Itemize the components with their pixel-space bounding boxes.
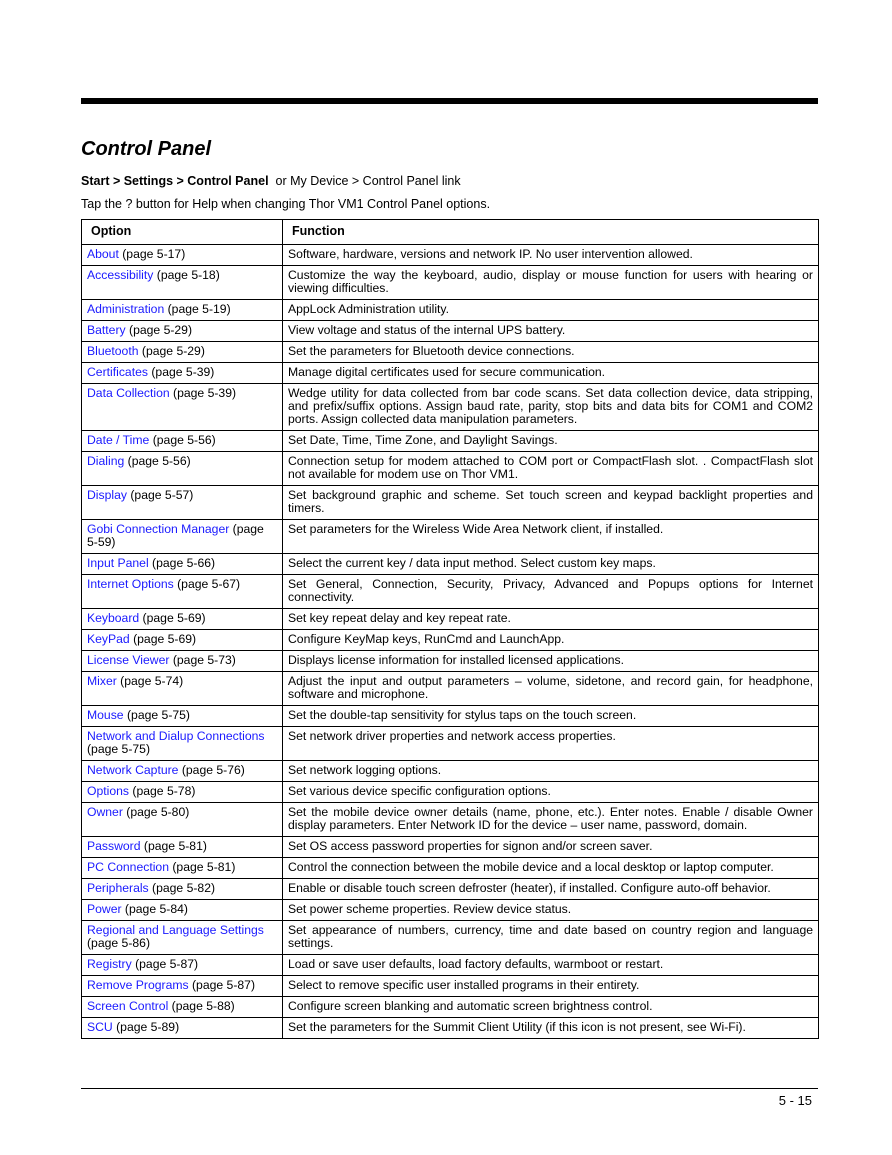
function-cell: Set General, Connection, Security, Privacy, Advanced and Popups options for Internet connectivity. bbox=[283, 575, 819, 609]
function-cell: Displays license information for installed licensed applications. bbox=[283, 651, 819, 672]
option-link[interactable]: Remove Programs bbox=[87, 978, 189, 992]
table-row bbox=[82, 727, 819, 761]
option-page-ref: (page 5-86) bbox=[87, 936, 151, 950]
table-row bbox=[82, 672, 819, 706]
option-cell bbox=[82, 554, 283, 575]
option-cell bbox=[82, 651, 283, 672]
nav-path-bold: Start > Settings > Control Panel bbox=[81, 174, 269, 188]
option-page-ref: (page 5-87) bbox=[188, 978, 256, 992]
option-page-ref: (page 5-29) bbox=[125, 323, 193, 337]
option-link[interactable]: Battery bbox=[87, 323, 126, 337]
option-cell bbox=[82, 245, 283, 266]
option-cell bbox=[82, 321, 283, 342]
table-row bbox=[82, 955, 819, 976]
function-cell: Wedge utility for data collected from bar code scans. Set data collection device, data stripping, and prefix/suffix options. Assign baud rate, parity, stop bits and data bits for COM1 and COM2 ports. Assign collected data manipulation parameters. bbox=[283, 384, 819, 431]
page-title: Control Panel bbox=[81, 138, 212, 160]
table-row bbox=[82, 651, 819, 672]
function-cell: Set the mobile device owner details (name, phone, etc.). Enter notes. Enable / disable Owner display parameters. Enter Network ID for the device – user name, password, domain. bbox=[283, 803, 819, 837]
option-page-ref: (page 5-56) bbox=[124, 454, 191, 468]
option-link[interactable]: KeyPad bbox=[87, 632, 130, 646]
option-link[interactable]: Accessibility bbox=[87, 268, 154, 282]
option-link[interactable]: Mouse bbox=[87, 708, 124, 722]
header-option: Option bbox=[82, 220, 283, 245]
option-page-ref: (page 5-39) bbox=[147, 365, 215, 379]
option-cell bbox=[82, 452, 283, 486]
option-link[interactable]: Regional and Language Settings bbox=[87, 923, 264, 937]
table-row bbox=[82, 858, 819, 879]
option-link[interactable]: Peripherals bbox=[87, 881, 149, 895]
option-link[interactable]: Network Capture bbox=[87, 763, 179, 777]
table-row bbox=[82, 921, 819, 955]
option-page-ref: (page 5-88) bbox=[168, 999, 235, 1013]
option-link[interactable]: Options bbox=[87, 784, 130, 798]
function-cell: View voltage and status of the internal UPS battery. bbox=[283, 321, 819, 342]
table-row bbox=[82, 706, 819, 727]
option-cell bbox=[82, 672, 283, 706]
option-link[interactable]: Password bbox=[87, 839, 141, 853]
option-link[interactable]: Date / Time bbox=[87, 433, 150, 447]
option-page-ref: (page 5-18) bbox=[153, 268, 220, 282]
function-cell: Adjust the input and output parameters – volume, sidetone, and record gain, for headphone, software and microphone. bbox=[283, 672, 819, 706]
function-cell: Configure KeyMap keys, RunCmd and LaunchApp. bbox=[283, 630, 819, 651]
option-page-ref: (page 5-67) bbox=[173, 577, 241, 591]
table-row bbox=[82, 431, 819, 452]
table-row bbox=[82, 900, 819, 921]
option-cell bbox=[82, 342, 283, 363]
option-page-ref: (page 5-59) bbox=[87, 522, 264, 549]
option-page-ref: (page 5-39) bbox=[169, 386, 237, 400]
function-cell: Select the current key / data input method. Select custom key maps. bbox=[283, 554, 819, 575]
function-cell: Set network logging options. bbox=[283, 761, 819, 782]
option-page-ref: (page 5-78) bbox=[129, 784, 196, 798]
option-page-ref: (page 5-17) bbox=[118, 247, 186, 261]
option-page-ref: (page 5-82) bbox=[148, 881, 216, 895]
table-row bbox=[82, 976, 819, 997]
table-row bbox=[82, 879, 819, 900]
table-row bbox=[82, 321, 819, 342]
function-cell: Connection setup for modem attached to COM port or CompactFlash slot. . CompactFlash slot not available for modem use on Thor VM1. bbox=[283, 452, 819, 486]
option-cell bbox=[82, 520, 283, 554]
option-link[interactable]: Data Collection bbox=[87, 386, 170, 400]
option-cell bbox=[82, 879, 283, 900]
table-row bbox=[82, 837, 819, 858]
option-page-ref: (page 5-84) bbox=[121, 902, 188, 916]
option-cell bbox=[82, 486, 283, 520]
table-header-row bbox=[82, 220, 819, 245]
option-cell bbox=[82, 706, 283, 727]
option-link[interactable]: About bbox=[87, 247, 119, 261]
option-page-ref: (page 5-73) bbox=[169, 653, 236, 667]
option-link[interactable]: Keyboard bbox=[87, 611, 140, 625]
option-link[interactable]: Administration bbox=[87, 302, 165, 316]
table-row bbox=[82, 520, 819, 554]
table-row bbox=[82, 554, 819, 575]
option-link[interactable]: Input Panel bbox=[87, 556, 149, 570]
intro-text: Tap the ? button for Help when changing Thor VM1 Control Panel options. bbox=[81, 197, 491, 211]
option-page-ref: (page 5-75) bbox=[123, 708, 190, 722]
option-page-ref: (page 5-87) bbox=[131, 957, 199, 971]
option-page-ref: (page 5-69) bbox=[129, 632, 197, 646]
table-row bbox=[82, 575, 819, 609]
control-panel-table bbox=[81, 219, 819, 1039]
option-link[interactable]: Mixer bbox=[87, 674, 117, 688]
table-row bbox=[82, 803, 819, 837]
option-page-ref: (page 5-29) bbox=[138, 344, 205, 358]
top-rule bbox=[81, 98, 818, 104]
function-cell: Software, hardware, versions and network IP. No user intervention allowed. bbox=[283, 245, 819, 266]
option-cell bbox=[82, 858, 283, 879]
table-row bbox=[82, 300, 819, 321]
option-cell bbox=[82, 837, 283, 858]
option-cell bbox=[82, 630, 283, 651]
option-link[interactable]: Certificates bbox=[87, 365, 148, 379]
option-link[interactable]: Gobi Connection Manager bbox=[87, 522, 230, 536]
option-page-ref: (page 5-66) bbox=[148, 556, 216, 570]
option-link[interactable]: Network and Dialup Connections bbox=[87, 729, 265, 743]
option-link[interactable]: Dialing bbox=[87, 454, 125, 468]
table-row bbox=[82, 384, 819, 431]
function-cell: Enable or disable touch screen defroster (heater), if installed. Configure auto-off behavior. bbox=[283, 879, 819, 900]
page-number: 5 - 15 bbox=[778, 1093, 812, 1108]
function-cell: Configure screen blanking and automatic screen brightness control. bbox=[283, 997, 819, 1018]
option-cell bbox=[82, 363, 283, 384]
option-cell bbox=[82, 609, 283, 630]
option-cell bbox=[82, 1018, 283, 1039]
option-link[interactable]: PC Connection bbox=[87, 860, 169, 874]
function-cell: Set OS access password properties for signon and/or screen saver. bbox=[283, 837, 819, 858]
option-page-ref: (page 5-74) bbox=[116, 674, 184, 688]
option-cell bbox=[82, 955, 283, 976]
option-link[interactable]: Display bbox=[87, 488, 127, 502]
option-page-ref: (page 5-89) bbox=[112, 1020, 180, 1034]
option-cell bbox=[82, 727, 283, 761]
function-cell: Set network driver properties and network access properties. bbox=[283, 727, 819, 761]
option-cell bbox=[82, 384, 283, 431]
function-cell: Set background graphic and scheme. Set touch screen and keypad backlight properties and timers. bbox=[283, 486, 819, 520]
option-link[interactable]: Internet Options bbox=[87, 577, 174, 591]
table-row bbox=[82, 609, 819, 630]
option-cell bbox=[82, 431, 283, 452]
table-body bbox=[82, 245, 819, 1039]
option-page-ref: (page 5-80) bbox=[122, 805, 190, 819]
function-cell: Set power scheme properties. Review device status. bbox=[283, 900, 819, 921]
table-row bbox=[82, 782, 819, 803]
option-cell bbox=[82, 976, 283, 997]
option-cell bbox=[82, 782, 283, 803]
option-link[interactable]: Owner bbox=[87, 805, 123, 819]
table-row bbox=[82, 630, 819, 651]
table-row bbox=[82, 486, 819, 520]
option-cell bbox=[82, 266, 283, 300]
function-cell: AppLock Administration utility. bbox=[283, 300, 819, 321]
nav-path-suffix: or My Device > Control Panel link bbox=[268, 174, 461, 188]
option-cell bbox=[82, 300, 283, 321]
header-function: Function bbox=[283, 220, 819, 245]
function-cell: Set key repeat delay and key repeat rate. bbox=[283, 609, 819, 630]
option-cell bbox=[82, 900, 283, 921]
function-cell: Set the parameters for the Summit Client Utility (if this icon is not present, see Wi-Fi). bbox=[283, 1018, 819, 1039]
function-cell: Manage digital certificates used for secure communication. bbox=[283, 363, 819, 384]
function-cell: Customize the way the keyboard, audio, display or mouse function for users with hearing or viewing difficulties. bbox=[283, 266, 819, 300]
option-page-ref: (page 5-81) bbox=[140, 839, 207, 853]
table-row bbox=[82, 997, 819, 1018]
option-page-ref: (page 5-69) bbox=[139, 611, 206, 625]
option-cell bbox=[82, 575, 283, 609]
function-cell: Control the connection between the mobile device and a local desktop or laptop computer. bbox=[283, 858, 819, 879]
table-row bbox=[82, 1018, 819, 1039]
bottom-rule bbox=[81, 1088, 818, 1089]
option-cell bbox=[82, 761, 283, 782]
table-row bbox=[82, 761, 819, 782]
function-cell: Set the parameters for Bluetooth device connections. bbox=[283, 342, 819, 363]
function-cell: Load or save user defaults, load factory defaults, warmboot or restart. bbox=[283, 955, 819, 976]
function-cell: Set Date, Time, Time Zone, and Daylight Savings. bbox=[283, 431, 819, 452]
option-link[interactable]: Registry bbox=[87, 957, 132, 971]
function-cell: Set the double-tap sensitivity for stylus taps on the touch screen. bbox=[283, 706, 819, 727]
option-link[interactable]: Screen Control bbox=[87, 999, 169, 1013]
table-row bbox=[82, 266, 819, 300]
table-row bbox=[82, 452, 819, 486]
option-cell bbox=[82, 803, 283, 837]
option-cell bbox=[82, 997, 283, 1018]
navigation-path bbox=[81, 174, 461, 188]
option-link[interactable]: License Viewer bbox=[87, 653, 170, 667]
option-link[interactable]: SCU bbox=[87, 1020, 113, 1034]
option-link[interactable]: Power bbox=[87, 902, 122, 916]
table-row bbox=[82, 245, 819, 266]
option-page-ref: (page 5-76) bbox=[178, 763, 245, 777]
option-cell bbox=[82, 921, 283, 955]
option-page-ref: (page 5-19) bbox=[164, 302, 231, 316]
option-page-ref: (page 5-81) bbox=[168, 860, 236, 874]
option-page-ref: (page 5-56) bbox=[149, 433, 216, 447]
function-cell: Select to remove specific user installed programs in their entirety. bbox=[283, 976, 819, 997]
table-row bbox=[82, 342, 819, 363]
function-cell: Set parameters for the Wireless Wide Area Network client, if installed. bbox=[283, 520, 819, 554]
option-link[interactable]: Bluetooth bbox=[87, 344, 139, 358]
option-page-ref: (page 5-75) bbox=[87, 742, 151, 756]
option-page-ref: (page 5-57) bbox=[126, 488, 194, 502]
function-cell: Set various device specific configuration options. bbox=[283, 782, 819, 803]
table-row bbox=[82, 363, 819, 384]
function-cell: Set appearance of numbers, currency, time and date based on country region and language settings. bbox=[283, 921, 819, 955]
